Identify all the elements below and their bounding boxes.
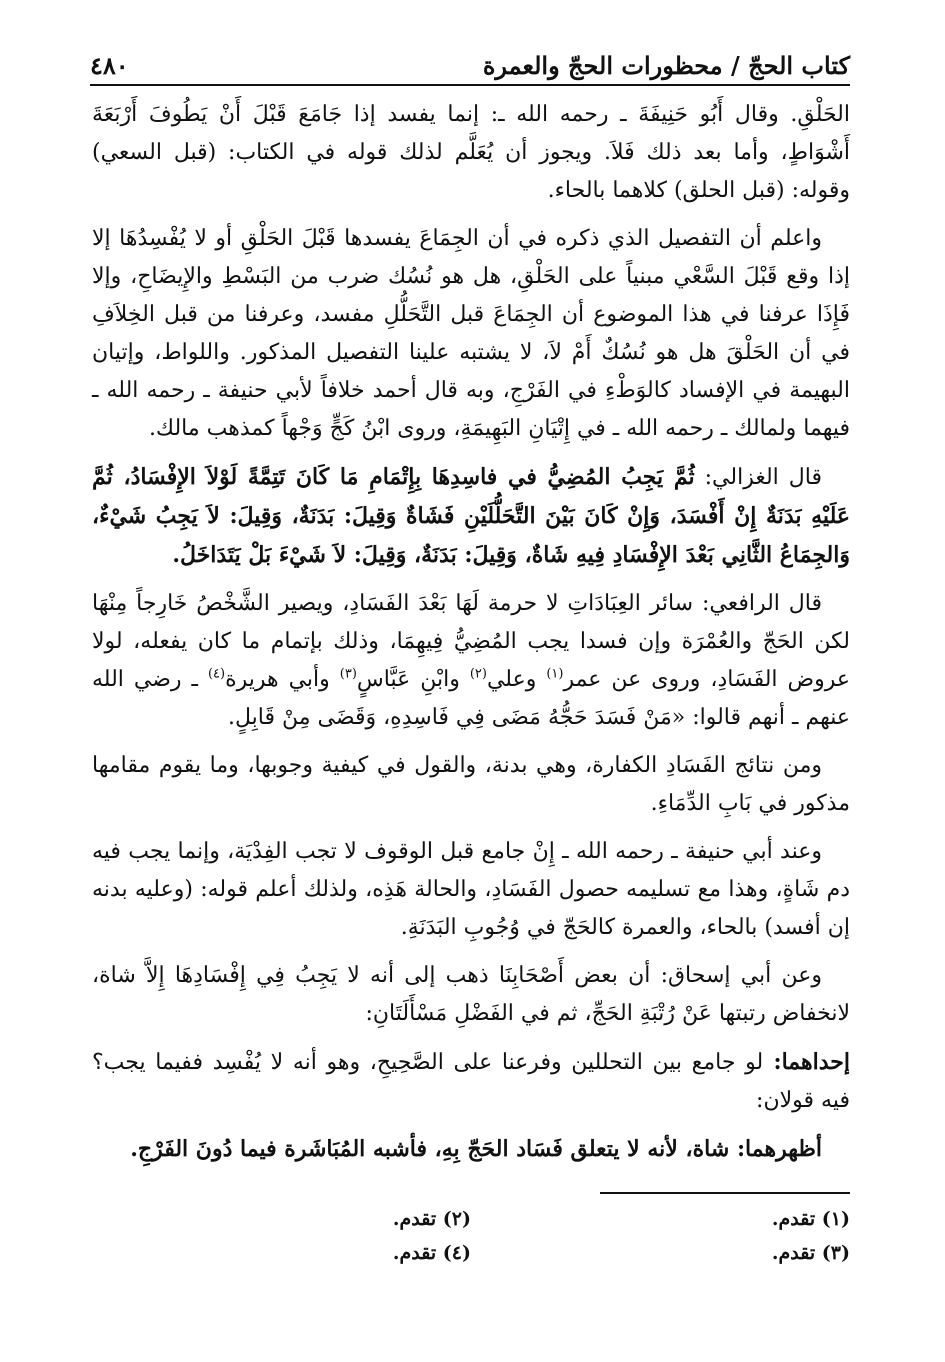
footnote-divider [600,1192,850,1194]
paragraph-ghazali [92,458,850,575]
text-segment: وأبي هريرة [225,667,340,692]
paragraph: وعن أبي إسحاق: أن بعض أَصْحَابِنَا ذهب إلى أنه لا يَجِبُ فِي إِفْسَادِهَا إِلاَّ شاة، لانخفاض رتبتها عَنْ رُتْبَةِ الحَجِّ، ثم في الفَضْلِ مَسْأَلَتَانِ: [92,963,850,1026]
footnote-ref-1: (١) [546,666,564,682]
footnote-ref-3: (٣) [339,666,357,682]
issue-text: لو جامع بين التحللين وفرعنا على الصَّحِيحِ، وهو أنه لا يُفْسِد ففيما يجب؟ فيه قولان: [92,1050,850,1113]
issue-label: إحداهما: [763,1049,850,1075]
ghazali-quote: ثُمَّ يَجِبُ المُضِيُّ في فاسِدِهَا بِإِتْمَامِ مَا كَانَ تَتِمَّةً لَوْلاَ الإِفْسَادُ، ثُمَّ عَلَيْهِ بَدَنَةٌ إِنْ أَفْسَدَ، وَإِنْ كَانَ بَيْنَ التَّحَلُّلَيْنِ فَشَاةٌ وَقِيلَ: بَدَنَةٌ، وَقِيلَ: لاَ يَجِبُ شَيْءٌ، وَالجِمَاعُ الثَّانِي بَعْدَ الإِفْسَادِ فِيهِ شَاةٌ، وَقِيلَ: بَدَنَةٌ، وَقِيلَ: لاَ شَيْءَ بَلْ يَتَدَاخَلُ. [92,464,850,568]
main-text [92,96,850,1178]
paragraph: وعند أبي حنيفة ـ رحمه الله ـ إِنْ جامع قبل الوقوف لا تجب الفِدْيَة، وإنما يجب فيه دم شَاةٍ، وهذا مع تسليمه حصول الفَسَادِ، والحالة هَذِه، ولذلك أعلم قوله: (وعليه بدنه إن أفسد) بالحاء، والعمرة كالحَجّ في وُجُوبِ البَدَنَةِ. [92,839,851,940]
text-segment: ـ رضي الله عنهم ـ أنهم قالوا: «مَنْ فَسَدَ حَجُّهُ مَضَى فِي فَاسِدِهِ، وَقَضَى مِنْ قَابِلٍ. [92,667,850,730]
view-label: أظهرهما: [729,1136,822,1162]
footnote-1: (١) تقدم. [771,1208,850,1230]
paragraph-stronger-view [92,1130,850,1168]
text-segment: وابْنِ عَبَّاسٍ [356,667,470,692]
footnote-ref-2: (٢) [469,666,487,682]
paragraph: واعلم أن التفصيل الذي ذكره في أن الجِمَاعَ يفسدها قَبْلَ الحَلْقِ أو لا يُفْسِدُهَا إلا إذا وقع قَبْلَ السَّعْي مبنياً على الحَلْقِ، هل هو نُسُك ضرب من البَسْطِ والإِيضَاحِ، وإلا فَإِذَا عرفنا في هذا الموضوع أن الجِمَاعَ قبل التَّحَلُّلِ مفسد، وعرفنا من قبل الخِلاَفِ في أن الحَلْقَ هل هو نُسُكٌ أَمْ لاَ، لا يشتبه علينا التفصيل المذكور. واللواط، وإتيان البهيمة في الإفساد كالوَطْءِ في الفَرْجِ، وبه قال أحمد خلافاً لأبي حنيفة ـ رحمه الله ـ فيهما ولمالك ـ رحمه الله ـ في إِتْيَانِ البَهِيمَةِ، وروى ابْنُ كَجٍّ وَجْهاً كمذهب مالك. [92,226,850,441]
footnotes [92,1202,850,1270]
text-segment: قال الرافعي: سائر العِبَادَاتِ لا حرمة لَهَا بَعْدَ الفَسَادِ، ويصير الشَّخْصُ خَارِجاً مِنْهَا لكن الحَجّ والعُمْرَة وإن فسدا يجب المُضِيُّ فِيهِمَا، وذلك بإتمام ما كان يفعله، لولا عروض الفَسَادِ، وروى عن عمر [92,591,850,692]
paragraph: ومن نتائج الفَسَادِ الكفارة، وهي بدنة، والقول في كيفية وجوبها، وما يقوم مقامها مذكور في بَابِ الدِّمَاءِ. [92,753,850,816]
paragraph-rafii [92,585,850,737]
view-text: شاة، لأنه لا يتعلق فَسَاد الحَجّ بِهِ، فأشبه المُبَاشَرة فيما دُونَ الفَرْجِ. [130,1136,730,1162]
running-title: كتاب الحجّ / محظورات الحجّ والعمرة [482,51,850,80]
footnote-2: (٢) تقدم. [392,1208,471,1230]
quote-intro: قال الغزالي: [694,465,823,490]
paragraph-first-issue [92,1043,850,1120]
footnote-ref-4: (٤) [207,666,226,682]
page-header [90,38,850,86]
footnote-3: (٣) تقدم. [771,1242,850,1264]
text-segment: وعلي [486,667,547,692]
paragraph: الحَلْقِ. وقال أَبُو حَنِيفَةَ ـ رحمه الله ـ: إنما يفسد إذا جَامَعَ قَبْلَ أَنْ يَطُوفَ أَرْبَعَةَ أَشْوَاطٍ، وأما بعد ذلك فَلاَ. ويجوز أن يُعَلَّم لذلك قوله في الكتاب: (قبل السعي) وقوله: (قبل الحلق) كلاهما بالحاء. [92,102,850,203]
page-number: ٤٨٠ [90,51,129,80]
footnote-4: (٤) تقدم. [392,1242,471,1264]
